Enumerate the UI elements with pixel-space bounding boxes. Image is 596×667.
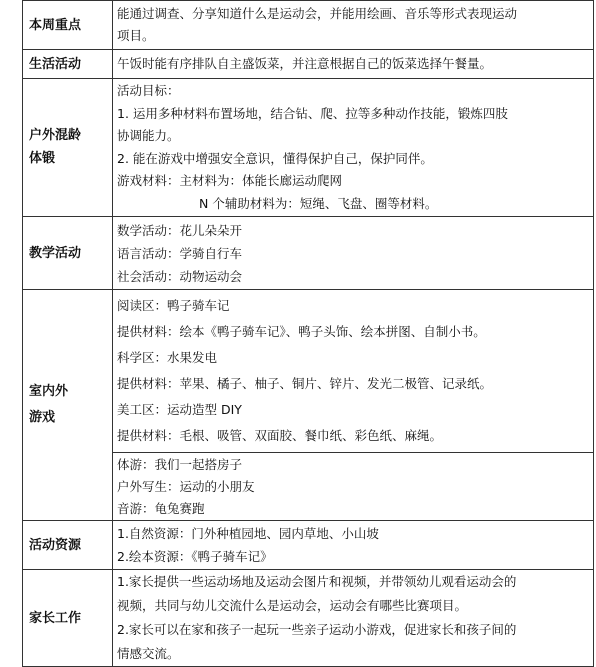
- content-line: 美工区：运动造型 DIY: [117, 402, 242, 417]
- table-row: [23, 1, 594, 50]
- content-line: 视频，共同与幼儿交流什么是运动会，运动会有哪些比赛项目。: [117, 598, 468, 613]
- row-label-teaching: 教学活动: [23, 217, 113, 290]
- content-line: 项目。: [117, 28, 155, 43]
- content-line: 能通过调查、分享知道什么是运动会，并能用绘画、音乐等形式表现运动: [117, 6, 518, 21]
- row-content-teaching: [113, 217, 594, 290]
- content-line: 1.自然资源：门外种植园地、园内草地、小山坡: [117, 526, 379, 541]
- row-label-resources: 活动资源: [23, 521, 113, 570]
- content-line: 1. 运用多种材料布置场地，结合钻、爬、拉等多种动作技能，锻炼四肢: [117, 105, 508, 121]
- content-line: 提供材料：绘本《鸭子骑车记》、鸭子头饰、绘本拼图、自制小书。: [117, 324, 486, 339]
- row-content-daily-life: [113, 50, 594, 79]
- row-label-parent-work: 家长工作: [23, 570, 113, 667]
- content-line: 户外写生：运动的小朋友: [117, 478, 255, 494]
- row-label-weekly-focus: 本周重点: [23, 1, 113, 50]
- table-row: [23, 521, 594, 570]
- content-line: 1.家长提供一些运动场地及运动会图片和视频，并带领幼儿观看运动会的: [117, 574, 517, 589]
- content-line: 情感交流。: [117, 646, 180, 661]
- label-line: 室内外: [29, 384, 69, 399]
- table-row: [23, 290, 594, 453]
- content-line: 体游：我们一起搭房子: [117, 456, 243, 472]
- content-line: N 个辅助材料为：短绳、飞盘、圈等材料。: [199, 195, 438, 211]
- row-content-indoor-games: [113, 290, 594, 453]
- row-content-weekly-focus: [113, 1, 594, 50]
- weekly-plan-table: [22, 0, 594, 667]
- content-line: 社会活动：动物运动会: [117, 268, 243, 284]
- row-content-parent-work: [113, 570, 594, 667]
- table-row: [23, 50, 594, 79]
- content-line: 2. 能在游戏中增强安全意识，懂得保护自己，保护同伴。: [117, 150, 433, 166]
- content-line: 活动目标：: [117, 83, 180, 98]
- content-line: 阅读区：鸭子骑车记: [117, 298, 230, 313]
- label-line: 户外混龄: [29, 128, 82, 143]
- table-row: [23, 217, 594, 290]
- content-line: 提供材料：毛根、吸管、双面胶、餐巾纸、彩色纸、麻绳。: [117, 428, 443, 443]
- content-line: 协调能力。: [117, 128, 180, 143]
- row-label-daily-life: 生活活动: [23, 50, 113, 79]
- table-row: [23, 79, 594, 217]
- row-content-outdoor-exercise: [113, 79, 594, 217]
- row-label-games: [23, 290, 113, 521]
- content-line: 提供材料：苹果、橘子、柚子、铜片、锌片、发光二极管、记录纸。: [117, 376, 493, 391]
- label-line: 体锻: [29, 150, 56, 166]
- content-line: 2.家长可以在家和孩子一起玩一些亲子运动小游戏，促进家长和孩子间的: [117, 622, 517, 637]
- content-line: 音游：龟兔赛跑: [117, 500, 205, 516]
- content-line: 2.绘本资源：《鸭子骑车记》: [117, 549, 273, 564]
- content-line: 科学区：水果发电: [117, 350, 218, 365]
- row-label-outdoor-exercise: [23, 79, 113, 217]
- content-line: 游戏材料：主材料为：体能长廊运动爬网: [117, 173, 343, 188]
- label-line: 游戏: [29, 410, 56, 425]
- row-content-resources: [113, 521, 594, 570]
- content-line: 语言活动：学骑自行车: [117, 245, 243, 261]
- content-line: 午饭时能有序排队自主盛饭菜，并注意根据自己的饭菜选择午餐量。: [117, 56, 493, 71]
- row-content-outdoor-games: [113, 453, 594, 521]
- table-row: [23, 570, 594, 667]
- content-line: 数学活动：花儿朵朵开: [117, 222, 243, 238]
